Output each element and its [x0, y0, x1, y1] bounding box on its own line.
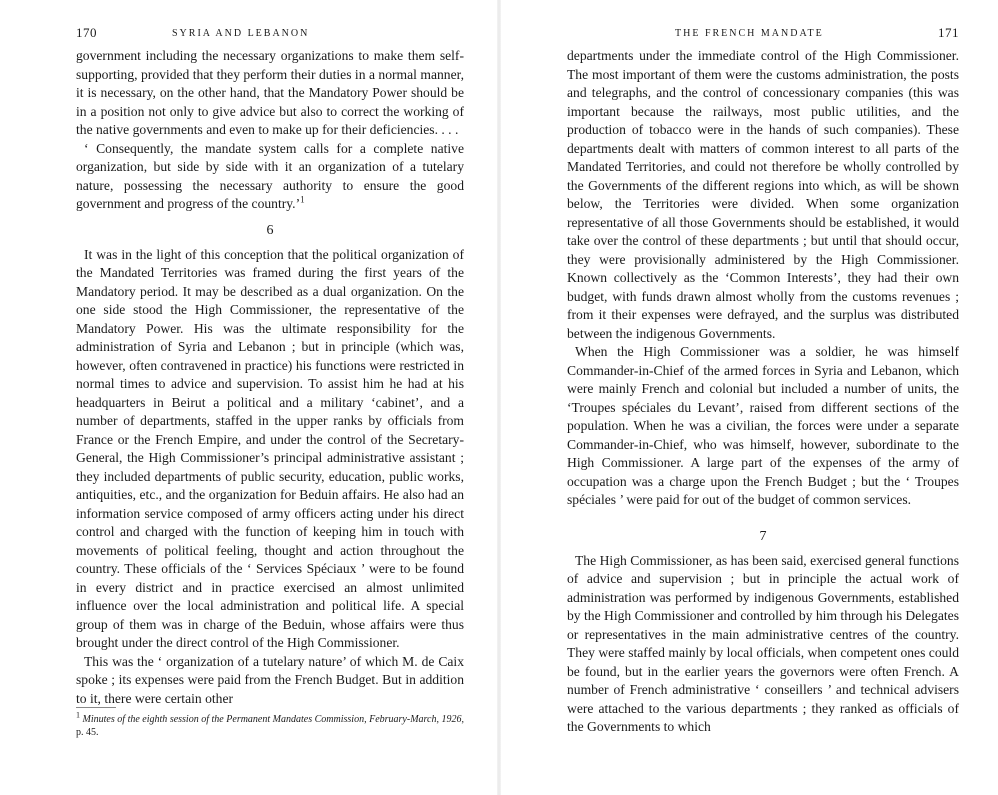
left-page-number: 170 [76, 25, 97, 40]
footnote-citation-title: Minutes of the eighth session of the Permanent Mandates Commission, February-March, 1926, [82, 714, 465, 725]
footnote-page-ref: p. 45. [76, 727, 99, 738]
quote-paragraph-text: ‘ Consequently, the mandate system calls for a complete native organization, but side by side with it an organization of a tutelary nature, possessing the necessary authority to ensure the good government and progress of the country.’ [76, 140, 464, 211]
left-running-head [76, 24, 464, 42]
left-paragraph-2 [76, 140, 464, 214]
right-section-paragraph-1: The High Commissioner, as has been said, exercised general functions of advice and supervision ; but in principle the actual work of administration was performed by indigenous Governments, established by the High Commissioner and controlled by him through his Delegates or representatives in the main administrative centres of the country. They were staffed mainly by local officials, when competent ones could be found, but in the earlier years the governors were often French. A number of French administrative ‘ conseillers ’ and technical advisers were attached to the various departments ; they ranked as officials of the Governments to which [567, 552, 959, 734]
footnote [76, 710, 465, 739]
footnote-divider [76, 707, 116, 708]
left-section-paragraph-2: This was the ‘ organization of a tutelary nature’ of which M. de Caix spoke ; its expenses were paid from the French Budget. But in addition to it, there were certain other [76, 653, 464, 706]
left-body-text [76, 47, 464, 708]
right-page [499, 0, 998, 795]
section-number-6: 6 [266, 222, 274, 238]
footnote-mark: 1 [76, 710, 80, 720]
right-running-head [567, 24, 959, 42]
left-running-title: SYRIA AND LEBANON [172, 28, 310, 39]
right-paragraph-2: When the High Commissioner was a soldier, he was himself Commander-in-Chief of the armed forces in Syria and Lebanon, which were mainly French and colonial but included a number of units, the ‘Troupes spéciales du Levant’, raised from different sections of the population. When he was a civilian, the forces were under a separate Commander-in-Chief, who was himself, however, subordinate to the High Commissioner. A large part of the expenses of the army of occupation was a charge upon the French Budget ; but the ‘ Troupes spéciales ’ were paid for out of the budget of common services. [567, 344, 959, 507]
right-body-text [567, 47, 959, 737]
right-paragraph-1: departments under the immediate control of the High Commissioner. The most important of them were the customs administration, the posts and telegraphs, and the control of concessionary companies (this was important because the railways, most public utilities, and the production of tobacco were in the hands of such companies). These departments dealt with matters of common interest to all parts of the Mandated Territories, and could not therefore be wholly controlled by the Governments of the different regions into which, as will be shown below, the Territories were divided. When some organization representative of all those Governments should be established, it would take over the control of these departments ; but until that should occur, they were provisionally administered by the High Commissioner. Known collectively as the ‘Common Interests’, they had their own budget, with funds drawn almost wholly from the customs revenues ; from it their expenses were defrayed, and the surplus was distributed between the indigenous Governments. [567, 48, 959, 341]
left-paragraph-1: government including the necessary organizations to make them self-supporting, provided that they perform their duties in a normal manner, it is necessary, on the other hand, that the Mandatory Power should be in a position not only to give advice but also to correct the working of the native governments and even to make up for their deficiencies. . . . [76, 48, 464, 137]
section-number-7: 7 [759, 528, 767, 544]
footnote-reference[interactable]: 1 [300, 194, 305, 205]
right-running-title: THE FRENCH MANDATE [675, 28, 824, 39]
right-page-number: 171 [938, 25, 959, 40]
left-section-paragraph-1: It was in the light of this conception that the political organization of the Mandated Territories was framed during the first years of the Mandatory period. It may be described as a dual organization. On the one side stood the High Commissioner, the representative of the Mandatory Power. His was the ultimate responsibility for the administration of Syria and Lebanon ; but in principle (which was, however, often contravened in practice) his functions were restricted in normal times to advice and supervision. To assist him he had at his headquarters in Beirut a political and a military ‘cabinet’, and a number of departments, staffed in the upper ranks by officials from France or the French Empire, and under the control of the Secretary-General, the High Commissioner’s principal administrative assistant ; they included departments of public security, education, public works, antiquities, etc., and the organization for Beduin affairs. He also had an information service composed of army officers acting under his direct control and charged with the function of keeping him in touch with movements of political feeling, thought and action throughout the country. These officials of the ‘ Services Spéciaux ’ were to be found in every district and in practice exercised an almost unlimited influence over the local administration and political life. A special group of them was in charge of the Beduin, whose affairs were thus brought under the direct control of the High Commissioner. [76, 246, 464, 650]
